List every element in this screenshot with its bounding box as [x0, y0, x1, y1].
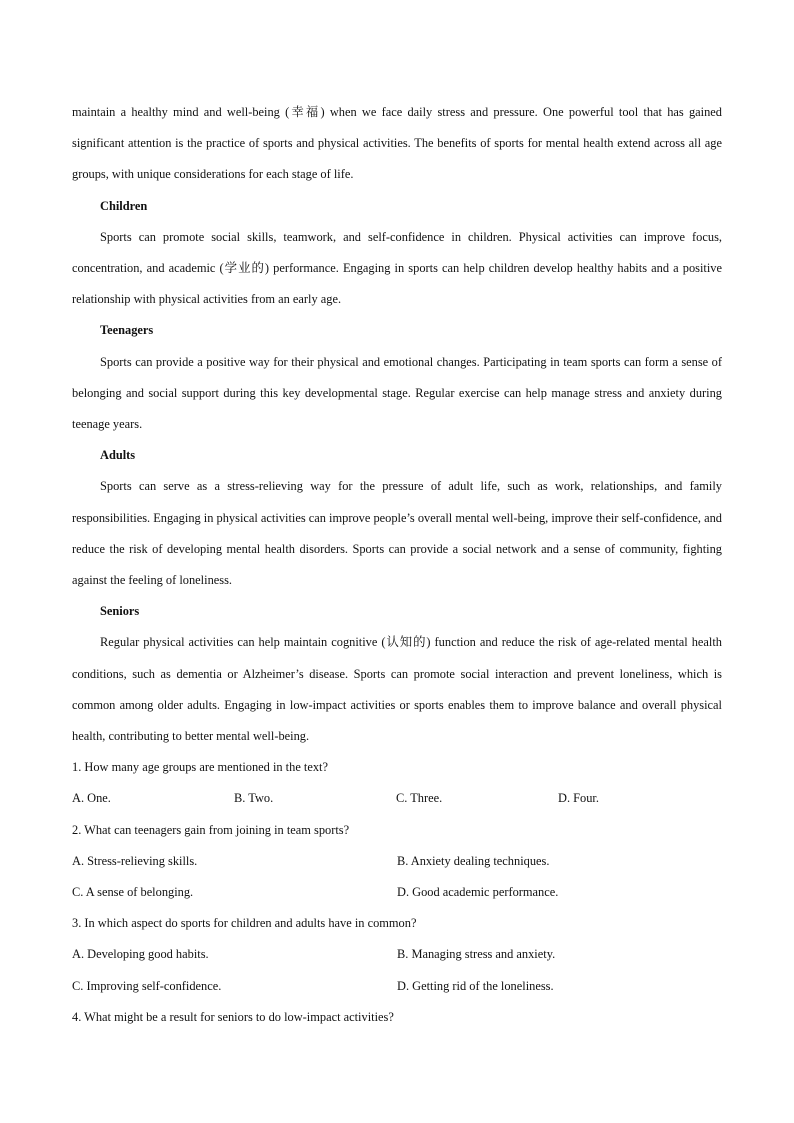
question-2-stem: 2. What can teenagers gain from joining in team sports?	[72, 822, 350, 837]
question-3-option-c: C. Improving self-confidence.	[72, 978, 222, 993]
question-2-options-row2	[72, 877, 722, 908]
question-2-option-d: D. Good academic performance.	[397, 884, 559, 899]
question-3-option-a: A. Developing good habits.	[72, 947, 209, 962]
section-text-teenagers: Sports can provide a positive way for their physical and emotional changes. Participating in team sports can form a sense of belonging and social support during this key developmental stage. Regular exercise can help manage stress and anxiety during teenage years.	[72, 354, 722, 431]
question-3-option-d: D. Getting rid of the loneliness.	[397, 978, 554, 993]
question-2-option-c: C. A sense of belonging.	[72, 884, 194, 899]
section-heading-children: Children	[100, 198, 148, 213]
question-4-stem: 4. What might be a result for seniors to do low-impact activities?	[72, 1009, 394, 1024]
section-heading-adults: Adults	[100, 448, 136, 463]
question-2-option-a: A. Stress-relieving skills.	[72, 853, 198, 868]
question-3-options-row1	[72, 939, 722, 970]
question-2-option-b: B. Anxiety dealing techniques.	[397, 853, 550, 868]
intro-paragraph: maintain a healthy mind and well-being (幸福) when we face daily stress and pressure. One powerful tool that has gained significant attention is the practice of sports and physical activities. The benefits of sports for mental health extend across all age groups, with unique considerations for each stage of life.	[72, 105, 722, 182]
section-heading-teenagers: Teenagers	[100, 323, 154, 338]
question-3-options-row2	[72, 971, 722, 1002]
section-text-adults: Sports can serve as a stress-relieving way for the pressure of adult life, such as work, relationships, and family responsibilities. Engaging in physical activities can improve people’s overall mental well-being, improve their self-confidence, and reduce the risk of developing mental health disorders. Sports can provide a social network and a sense of community, fighting against the feeling of loneliness.	[72, 479, 722, 587]
question-3-option-b: B. Managing stress and anxiety.	[397, 947, 556, 962]
question-1-option-d: D. Four.	[558, 791, 599, 806]
question-2-options-row1	[72, 846, 722, 877]
section-heading-seniors: Seniors	[100, 604, 140, 619]
section-text-children: Sports can promote social skills, teamwork, and self-confidence in children. Physical activities can improve focus, concentration, and academic (学业的) performance. Engaging in sports can help children develop healthy habits and a positive relationship with physical activities from an early age.	[72, 229, 722, 307]
question-1-option-b: B. Two.	[234, 791, 274, 806]
question-1-options	[72, 783, 722, 814]
question-1-option-c: C. Three.	[396, 791, 443, 806]
question-1-stem: 1. How many age groups are mentioned in the text?	[72, 760, 328, 775]
question-1-option-a: A. One.	[72, 791, 111, 806]
section-text-seniors: Regular physical activities can help maintain cognitive (认知的) function and reduce the risk of age-related mental health conditions, such as dementia or Alzheimer’s disease. Sports can promote social interaction and prevent loneliness, which is common among older adults. Engaging in low-impact activities or sports enables them to improve balance and overall physical health, contributing to better mental well-being.	[72, 635, 722, 743]
question-3-stem: 3. In which aspect do sports for children and adults have in common?	[72, 916, 417, 931]
document-page	[72, 97, 722, 1033]
